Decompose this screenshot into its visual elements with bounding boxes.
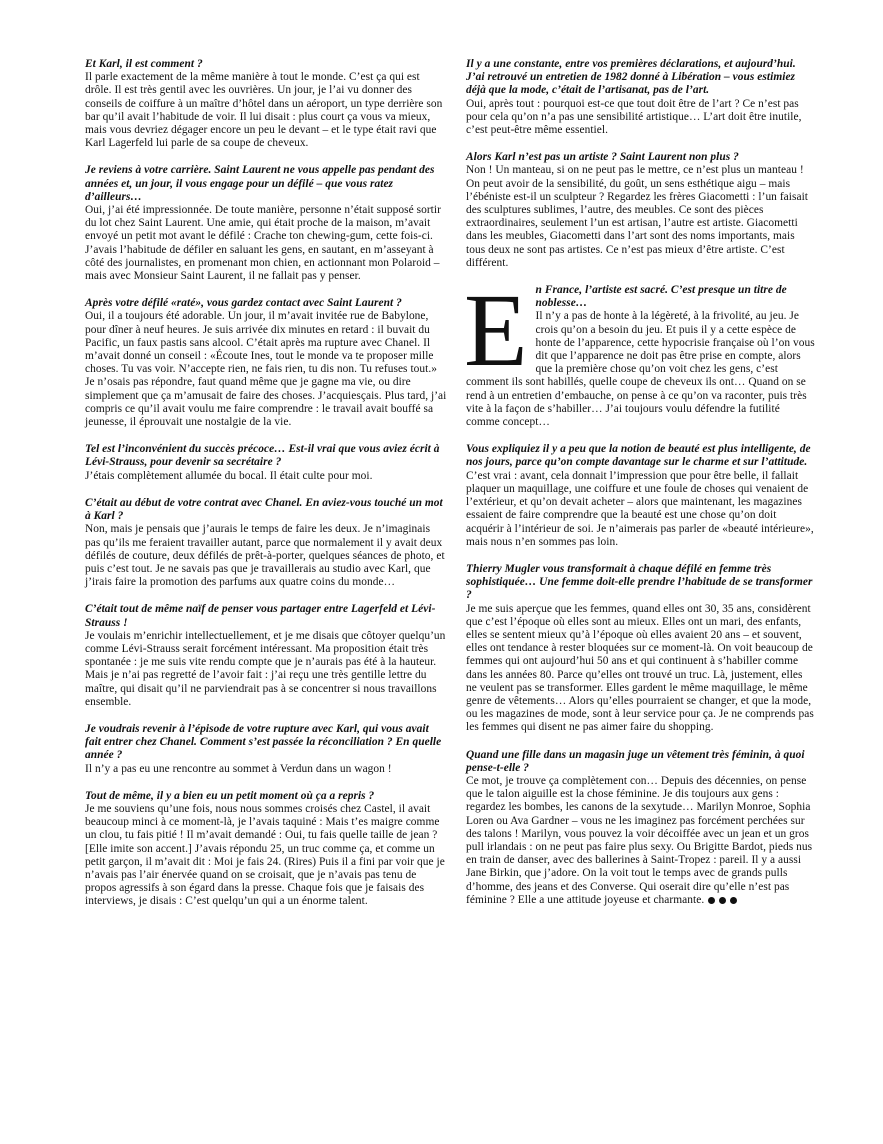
right-column xyxy=(466,58,816,921)
answer-text: Ce mot, je trouve ça complètement con… Depuis des décennies, on pense que le talon aiguille est la chose féminine. Je dis toujours aux gens : regardez les bombes, les canons de la sexytude… Marilyn Monroe, Sophia Loren ou Ava Gardner – vous ne les imaginez pas forcément perchées sur des talons ! Marilyn, vous pouvez la voir décoiffée avec un jean et un gros pull irlandais : on ne peut pas faire plus sexy. Ou Brigitte Bardot, pieds nus en train de danser, avec des ballerines à Saint-Tropez : pareil. Il y a aussi Jane Birkin, que j’adore. On la voit tout le temps avec de grands pulls d’homme, des jeans et des Converse. Qui oserait dire qu’elle n’est pas féminine ? Elle a une attitude joyeuse et charmante. xyxy=(466,774,813,906)
answer: Je voulais m’enrichir intellectuellement, et je me disais que côtoyer quelqu’un comme Lévi-Strauss serait forcément intéressant. Ma proposition était très spontanée : je me suis vite rendu compte que je n’aurais pas été à la hauteur. Mais je n’ai pas regretté de l’avoir fait : j’ai reçu une très gentille lettre du maître, qui disait qu’il ne parviendrait pas à se concentrer si nous travaillons ensemble. xyxy=(85,629,446,708)
answer: Oui, j’ai été impressionnée. De toute manière, personne n’était supposé sortir du lot chez Saint Laurent. Une amie, qui était proche de la maison, m’avait envoyé un petit mot avant le défilé : Crache ton chewing-gum, cette fois-ci. J’avais l’habitude de défiler en saluant les gens, en sautant, en m’asseyant à côté des journalistes, en promenant mon chien, en actionnant mon Polaroid – mais avec Monsieur Saint Laurent, il ne fallait pas y penser. xyxy=(85,204,441,283)
question: Alors Karl n’est pas un artiste ? Saint Laurent non plus ? xyxy=(466,151,739,164)
qa-block xyxy=(85,297,447,429)
question: Tel est l’inconvénient du succès précoce… Est-il vrai que vous aviez écrit à Lévi-Strauss, pour devenir sa secrétaire ? xyxy=(85,443,440,469)
qa-block xyxy=(85,603,447,709)
end-mark-dot-icon xyxy=(730,897,737,904)
question: C’était au début de votre contrat avec Chanel. En aviez-vous touché un mot à Karl ? xyxy=(85,496,443,523)
qa-block xyxy=(466,58,816,137)
question: Et Karl, il est comment ? xyxy=(85,58,203,70)
qa-block xyxy=(466,151,816,270)
question: Vous expliquiez il y a peu que la notion de beauté est plus intelligente, de nos jours, parce qu’on compte davantage sur le charme et sur l’attitude. xyxy=(466,443,811,469)
dropcap-qa-block xyxy=(464,273,816,429)
qa-block xyxy=(85,723,447,776)
answer: Il parle exactement de la même manière à tout le monde. C’est ça qui est drôle. Il est très gentil avec les ouvrières. Un jour, je l’ai vu donner des conseils de coiffure à un maître d’hôtel dans un aéroport, un type derrière son bar qu’il avait l’habitude de voir. Il lui disait : plus court ça vous va mieux, mais vous devriez dégager encore un peu le devant – et le type était ravi que Karl Lagerfeld lui parle de sa coupe de cheveux. xyxy=(85,71,443,150)
end-mark-dot-icon xyxy=(708,897,715,904)
question: n France, l’artiste est sacré. C’est presque un titre de noblesse… xyxy=(535,284,787,310)
qa-block xyxy=(466,749,816,907)
end-mark-dot-icon xyxy=(719,897,726,904)
question: Tout de même, il y a bien eu un petit moment où ça a repris ? xyxy=(85,789,375,802)
answer: Il n’y a pas eu une rencontre au sommet à Verdun dans un wagon ! xyxy=(85,762,392,775)
qa-block xyxy=(466,563,816,735)
qa-block xyxy=(85,58,447,150)
question: C’était tout de même naïf de penser vous partager entre Lagerfeld et Lévi-Strauss ! xyxy=(85,603,436,629)
answer-final xyxy=(466,775,816,907)
left-column xyxy=(85,58,447,923)
answer: Non ! Un manteau, si on ne peut pas le mettre, ce n’est plus un manteau ! On peut avoir de la sensibilité, du goût, un sens esthétique aigu – mais l’ébéniste est-il un sculpteur ? Regardez les frères Giacometti : l’un faisait des sculptures sublimes, l’autre, des meubles. Ce sont des pièces extraordinaires, seulement l’un est artisan, l’autre est artiste. Giacometti dans les meubles, Giacometti dans l’art sont des noms importants, mais tous deux ne sont pas artistes. Ce n’est pas mieux d’être artiste. C’est différent. xyxy=(466,164,809,269)
qa-block xyxy=(85,443,447,483)
answer: C’est vrai : avant, cela donnait l’impression que pour être belle, il fallait plaquer un maquillage, une coiffure et une foule de choses qui venaient de l’extérieur, et qu’on devait acheter – alors que maintenant, les magazines essaient de faire comprendre que la beauté est une chose qu’on doit acquérir à l’intérieur de soi. Je n’aimerais pas parler de «beauté intérieure», mais nous n’en sommes pas loin. xyxy=(466,469,814,548)
drop-cap-letter: E xyxy=(464,273,528,389)
qa-block xyxy=(85,790,447,909)
question: Thierry Mugler vous transformait à chaque défilé en femme très sophistiquée… Une femme doit-elle prendre l’habitude de se transformer ? xyxy=(466,562,813,602)
question: Quand une fille dans un magasin juge un vêtement très féminin, à quoi pense-t-elle ? xyxy=(466,748,805,774)
qa-block xyxy=(85,497,447,589)
answer: Oui, il a toujours été adorable. Un jour, il m’avait invitée rue de Babylone, pour dîner à neuf heures. Je suis arrivée dix minutes en retard : il buvait du Pacific, un faux pastis sans alcool. C’était après ma rupture avec Chanel. Il m’avait donné un conseil : «Écoute Ines, tout le monde va te proposer mille choses. Tu vas voir. N’accepte rien, ne fais rien, tu dis non. Tu refuses tout.» Je n’osais pas répondre, faut quand même que je gagne ma vie, ou dire simplement que ça m’amusait de faire des choses. J’acquiesçais. Plus tard, j’ai compris ce qu’il avait voulu me faire comprendre : le travail avait bouffé sa jeunesse, il éprouvait une nostalgie de la vie. xyxy=(85,310,447,429)
question: Il y a une constante, entre vos premières déclarations, et aujourd’hui. J’ai retrouvé un entretien de 1982 donné à Libération – vous estimiez déjà que la mode, c’était de l’artisanat, pas de l’art. xyxy=(466,58,796,97)
qa-block xyxy=(85,164,447,283)
qa-block xyxy=(466,443,816,549)
answer: Je me souviens qu’une fois, nous nous sommes croisés chez Castel, il avait beaucoup minci à ce moment-là, je l’avais taquiné : Mais t’es maigre comme un clou, tu fais pitié ! Il m’avait demandé : Oui, tu fais quelle taille de jean ? [Elle imite son accent.] J’avais répondu 25, un truc comme ça, et comme un petit garçon, il m’avait dit : Moi je fais 24. (Rires) Puis il a fini par voir que je n’avais pas l’air énervée quand on se croisait, que je n’avais pas tenu de propos agressifs à son égard dans la presse. Chaque fois que je faisais des interviews, je disais : C’est quelqu’un qui a un énorme talent. xyxy=(85,802,445,908)
answer: J’étais complètement allumée du bocal. Il était culte pour moi. xyxy=(85,469,373,482)
question: Je voudrais revenir à l’épisode de votre rupture avec Karl, qui vous avait fait entrer chez Chanel. Comment s’est passée la réconciliation ? En quelle année ? xyxy=(85,722,442,762)
answer: Je me suis aperçue que les femmes, quand elles ont 30, 35 ans, considèrent que c’est l’époque où elles sont au mieux. Elles ont un mari, des enfants, elles se sentent mieux qu’à l’époque où elles avaient 20 ans – et souvent, elles ont tendance à rester bloquées sur ce moment-là. On voit beaucoup de femmes qui ont aujourd’hui 50 ans et qui continuent à s’habiller comme dans les années 80. Parce qu’elles ont trouvé un truc. Là, justement, elles ne veulent pas se transformer. Elles gardent le même maquillage, le même genre de vêtements… Alors qu’elles pourraient se changer, et que la mode, ou les magazines de mode, sont à leur service pour ça. Je ne comprends pas les femmes qui disent ne pas aimer faire du shopping. xyxy=(466,602,814,734)
answer: Non, mais je pensais que j’aurais le temps de faire les deux. Je n’imaginais pas qu’ils me feraient travailler autant, parce que normalement il y avait deux défilés de couture, deux défilés de prêt-à-porter, quelques séances de photo, et puis c’est tout. Je ne savais pas que je travaillerais au studio avec Karl, que j’irais faire la promotion des parfums aux quatre coins du monde… xyxy=(85,523,445,589)
question: Après votre défilé «raté», vous gardez contact avec Saint Laurent ? xyxy=(85,297,402,310)
question: Je reviens à votre carrière. Saint Laurent ne vous appelle pas pendant des années et, un jour, il vous engage pour un défilé – que vous ratez d’ailleurs… xyxy=(85,164,435,203)
answer: Il n’y a pas de honte à la légèreté, à la frivolité, au jeu. Je crois qu’on a besoin du jeu. Et puis il y a cette espèce de honte de l’apparence, cette hypocrisie française où l’on vous dit que l’apparence ne doit pas être prise en compte, alors que la première chose qu’on voit chez les gens, c’est comment ils sont habillés, quelle coupe de cheveux ils ont… Quand on se rend à un entretien d’embauche, on pense à ce qu’on va raconter, puis très vite à la façon de s’habiller… J’ai toujours voulu défendre la futilité comme concept… xyxy=(466,310,815,429)
answer: Oui, après tout : pourquoi est-ce que tout doit être de l’art ? Ce n’est pas pour cela qu’on n’a pas une sensibilité artistique… L’art doit être inutile, c’est peut-être même essentiel. xyxy=(466,97,802,137)
